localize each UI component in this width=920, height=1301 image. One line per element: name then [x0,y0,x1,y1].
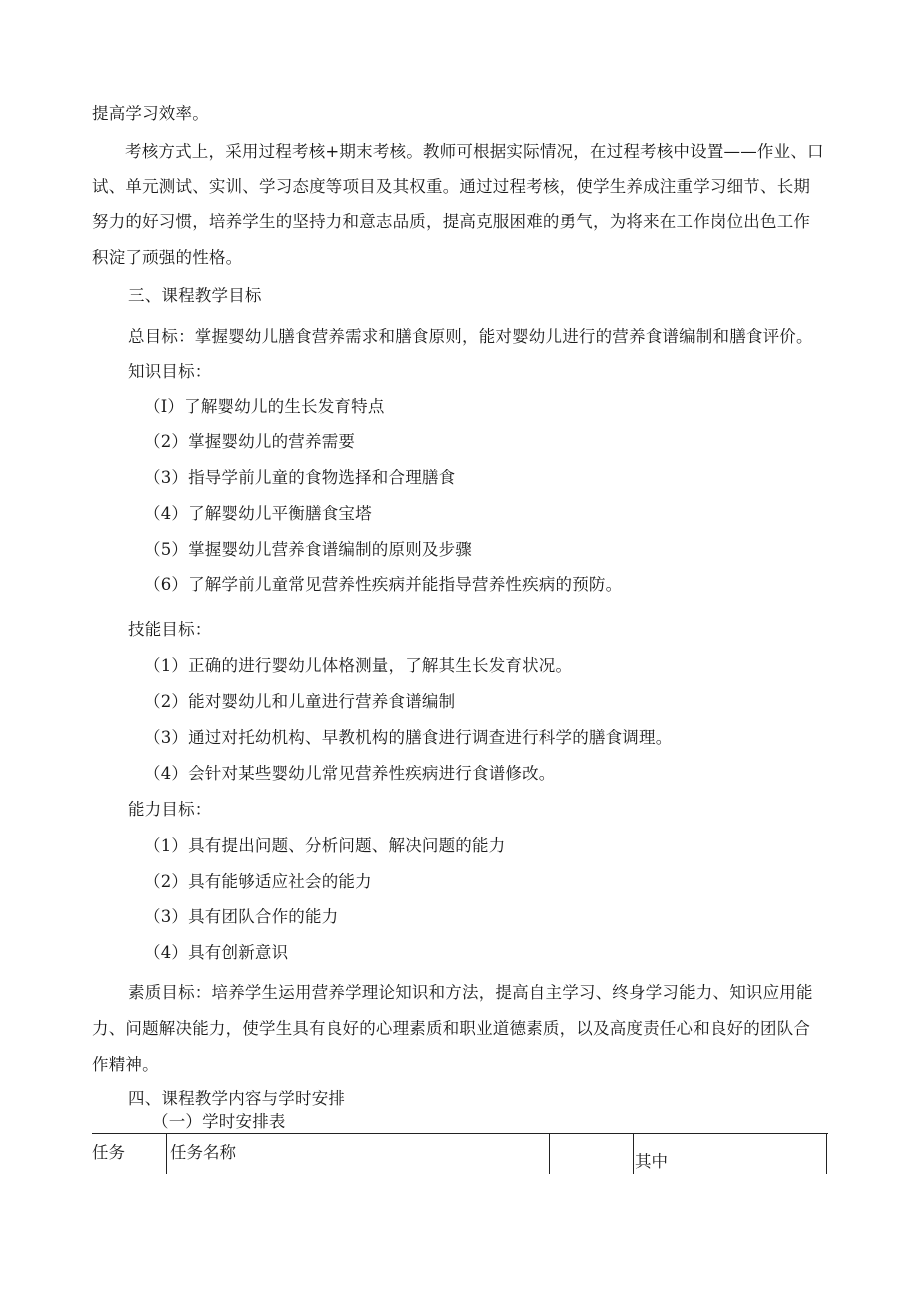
list-item: （1）具有提出问题、分析问题、解决问题的能力 [144,836,506,855]
table-divider [549,1134,550,1174]
list-item: （2）具有能够适应社会的能力 [144,872,372,891]
list-item: （4）会针对某些婴幼儿常见营养性疾病进行食谱修改。 [144,764,556,783]
table-divider [633,1134,634,1174]
table-header-task: 任务 [92,1143,125,1162]
table-header-among: 其中 [635,1152,668,1171]
list-item: （1）正确的进行婴幼儿体格测量，了解其生长发育状况。 [144,656,573,675]
list-item: （3）具有团队合作的能力 [144,907,339,926]
list-item: （2）掌握婴幼儿的营养需要 [144,432,356,451]
table-header-task-name: 任务名称 [170,1143,236,1162]
subheading: 技能目标： [128,620,212,639]
table-caption: （一）学时安排表 [152,1112,286,1131]
paragraph-line: 提高学习效率。 [92,104,209,123]
list-item: （4）了解婴幼儿平衡膳食宝塔 [144,504,372,523]
paragraph-line: 努力的好习惯，培养学生的坚持力和意志品质，提高克服困难的勇气，为将来在工作岗位出色工作 [92,212,811,231]
paragraph-line: 素质目标：培养学生运用营养学理论知识和方法，提高自主学习、终身学习能力、知识应用能 [128,983,813,1002]
table-divider [166,1134,167,1174]
list-item: （6）了解学前儿童常见营养性疾病并能指导营养性疾病的预防。 [144,575,623,594]
schedule-table [92,1133,828,1174]
list-item: （4）具有创新意识 [144,943,289,962]
list-item: （3）指导学前儿童的食物选择和合理膳食 [144,468,456,487]
list-item: （5）掌握婴幼儿营养食谱编制的原则及步骤 [144,540,472,559]
list-item: （I）了解婴幼儿的生长发育特点 [144,397,385,416]
section-heading: 三、课程教学目标 [128,286,262,305]
subheading: 知识目标： [128,362,212,381]
paragraph-line: 试、单元测试、实训、学习态度等项目及其权重。通过过程考核，使学生养成注重学习细节、长期 [92,177,811,196]
list-item: （3）通过对托幼机构、早教机构的膳食进行调查进行科学的膳食调理。 [144,728,673,747]
subheading: 能力目标： [128,800,212,819]
paragraph-line: 考核方式上，采用过程考核+期末考核。教师可根据实际情况，在过程考核中设置——作业、口 [125,142,824,161]
paragraph-line: 总目标：掌握婴幼儿膳食营养需求和膳食原则，能对婴幼儿进行的营养食谱编制和膳食评价。 [128,327,813,346]
table-divider [826,1134,827,1174]
paragraph-line: 作精神。 [92,1055,159,1074]
section-heading: 四、课程教学内容与学时安排 [128,1089,346,1108]
list-item: （2）能对婴幼儿和儿童进行营养食谱编制 [144,692,456,711]
paragraph-line: 积淀了顽强的性格。 [92,248,243,267]
paragraph-line: 力、问题解决能力，使学生具有良好的心理素质和职业道德素质，以及高度责任心和良好的团队合 [92,1019,811,1038]
